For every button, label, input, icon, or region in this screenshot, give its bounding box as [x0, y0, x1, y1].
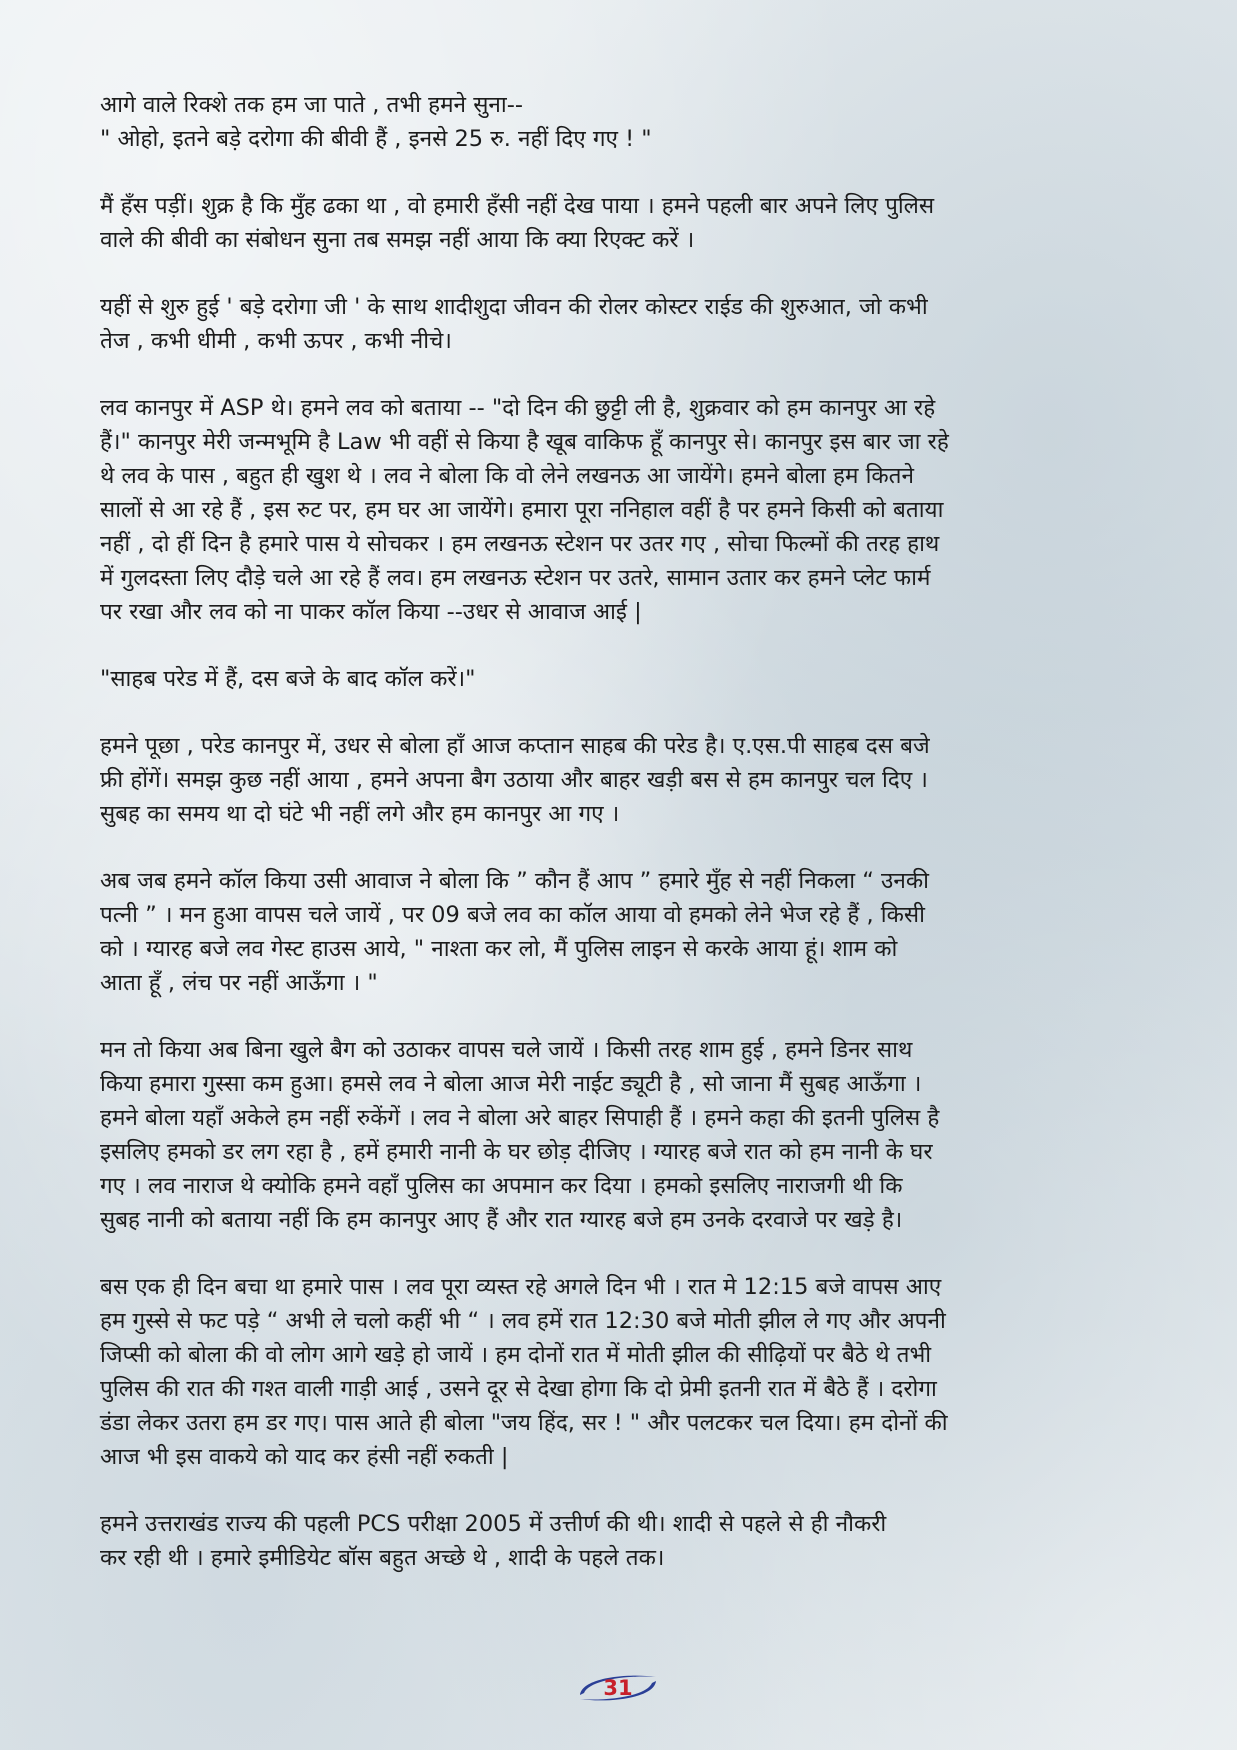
- text-line: मैं हँस पड़ीं। शुक्र है कि मुँह ढका था , वो हमारी हँसी नहीं देख पाया । हमने पहली बार अपने लिए पुलिस: [100, 193, 935, 219]
- text-line: हमने बोला यहाँ अकेले हम नहीं रुकेंगें । लव ने बोला अरे बाहर सिपाही हैं । हमने कहा की इतनी पुलिस है: [100, 1105, 940, 1131]
- article-body: [100, 88, 1147, 1608]
- text-line: में गुलदस्ता लिए दौड़े चले आ रहे हैं लव। हम लखनऊ स्टेशन पर उतरे, सामान उतार कर हमने प्लेट फार्म: [100, 565, 931, 591]
- text-line: किया हमारा गुस्सा कम हुआ। हमसे लव ने बोला आज मेरी नाईट ड्यूटी है , सो जाना मैं सुबह आऊँगा ।: [100, 1071, 922, 1097]
- text-line: को । ग्यारह बजे लव गेस्ट हाउस आये, " नाश्ता कर लो, मैं पुलिस लाइन से करके आया हूं। शाम को: [100, 936, 898, 962]
- text-line: पर रखा और लव को ना पाकर कॉल किया --उधर से आवाज आई |: [100, 599, 642, 625]
- text-line: सालों से आ रहे हैं , इस रुट पर, हम घर आ जायेंगे। हमारा पूरा ननिहाल वहीं है पर हमने किसी को बताया: [100, 497, 944, 523]
- text-line: हम गुस्से से फट पड़े “ अभी ले चलो कहीं भी “ । लव हमें रात 12:30 बजे मोती झील ले गए और अपनी: [100, 1308, 946, 1334]
- text-line: "साहब परेड में हैं, दस बजे के बाद कॉल करें।": [100, 666, 476, 692]
- text-line: तेज , कभी धीमी , कभी ऊपर , कभी नीचे।: [100, 328, 452, 354]
- text-line: फ्री होंगें। समझ कुछ नहीं आया , हमने अपना बैग उठाया और बाहर खड़ी बस से हम कानपुर चल दिए ।: [100, 767, 928, 793]
- text-line: कर रही थी । हमारे इमीडियेट बॉस बहुत अच्छे थे , शादी के पहले तक।: [100, 1545, 665, 1571]
- page-number: 31: [603, 1676, 633, 1700]
- text-line: आगे वाले रिक्शे तक हम जा पाते , तभी हमने सुना--: [100, 92, 523, 118]
- text-line: सुबह नानी को बताया नहीं कि हम कानपुर आए हैं और रात ग्यारह बजे हम उनके दरवाजे पर खड़े है।: [100, 1207, 903, 1233]
- text-line: नहीं , दो हीं दिन है हमारे पास ये सोचकर । हम लखनऊ स्टेशन पर उतर गए , सोचा फिल्मों की तरह हाथ: [100, 531, 940, 557]
- paragraph-5: [100, 662, 1147, 696]
- paragraph-6: [100, 729, 1147, 831]
- text-line: थे लव के पास , बहुत ही खुश थे । लव ने बोला कि वो लेने लखनऊ आ जायेंगे। हमने बोला हम कितने: [100, 463, 914, 489]
- text-line: अब जब हमने कॉल किया उसी आवाज ने बोला कि ” कौन हैं आप ” हमारे मुँह से नहीं निकला “ उनकी: [100, 868, 929, 894]
- paragraph-10: [100, 1507, 1147, 1575]
- text-line: " ओहो, इतने बड़े दरोगा की बीवी हैं , इनसे 25 रु. नहीं दिए गए ! ": [100, 126, 652, 152]
- text-line: हैं।" कानपुर मेरी जन्मभूमि है Law भी वहीं से किया है खूब वाकिफ हूँ कानपुर से। कानपुर इस बार जा रहे: [100, 429, 949, 455]
- paragraph-4: [100, 391, 1147, 629]
- text-line: सुबह का समय था दो घंटे भी नहीं लगे और हम कानपुर आ गए ।: [100, 801, 620, 827]
- paragraph-8: [100, 1033, 1147, 1237]
- text-line: गए । लव नाराज थे क्योकि हमने वहाँ पुलिस का अपमान कर दिया । हमको इसलिए नाराजगी थी कि: [100, 1173, 903, 1199]
- text-line: डंडा लेकर उतरा हम डर गए। पास आते ही बोला "जय हिंद, सर ! " और पलटकर चल दिया। हम दोनों की: [100, 1410, 948, 1436]
- page-number-badge: [570, 1671, 666, 1705]
- text-line: इसलिए हमको डर लग रहा है , हमें हमारी नानी के घर छोड़ दीजिए । ग्यारह बजे रात को हम नानी के घर: [100, 1139, 933, 1165]
- text-line: जिप्सी को बोला की वो लोग आगे खड़े हो जायें । हम दोनों रात में मोती झील की सीढ़ियों पर बैठे थे तभी: [100, 1342, 932, 1368]
- text-line: पत्नी ” । मन हुआ वापस चले जायें , पर 09 बजे लव का कॉल आया वो हमको लेने भेज रहे हैं , किसी: [100, 902, 925, 928]
- text-line: पुलिस की रात की गश्त वाली गाड़ी आई , उसने दूर से देखा होगा कि दो प्रेमी इतनी रात में बैठे हैं । दरोगा: [100, 1376, 937, 1402]
- paragraph-7: [100, 864, 1147, 1000]
- text-line: लव कानपुर में ASP थे। हमने लव को बताया -- "दो दिन की छुट्टी ली है, शुक्रवार को हम कानपुर आ रहे: [100, 395, 936, 421]
- text-line: यहीं से शुरु हुई ' बड़े दरोगा जी ' के साथ शादीशुदा जीवन की रोलर कोस्टर राईड की शुरुआत, जो कभी: [100, 294, 928, 320]
- paragraph-2: [100, 189, 1147, 257]
- text-line: आता हूँ , लंच पर नहीं आऊँगा । ": [100, 970, 378, 996]
- paragraph-9: [100, 1270, 1147, 1474]
- text-line: हमने उत्तराखंड राज्य की पहली PCS परीक्षा 2005 में उत्तीर्ण की थी। शादी से पहले से ही नौकरी: [100, 1511, 887, 1537]
- text-line: मन तो किया अब बिना खुले बैग को उठाकर वापस चले जायें । किसी तरह शाम हुई , हमने डिनर साथ: [100, 1037, 913, 1063]
- text-line: वाले की बीवी का संबोधन सुना तब समझ नहीं आया कि क्या रिएक्ट करें ।: [100, 227, 695, 253]
- text-line: आज भी इस वाकये को याद कर हंसी नहीं रुकती |: [100, 1444, 509, 1470]
- text-line: हमने पूछा , परेड कानपुर में, उधर से बोला हाँ आज कप्तान साहब की परेड है। ए.एस.पी साहब दस बजे: [100, 733, 930, 759]
- paragraph-1: [100, 88, 1147, 156]
- paragraph-3: [100, 290, 1147, 358]
- text-line: बस एक ही दिन बचा था हमारे पास । लव पूरा व्यस्त रहे अगले दिन भी । रात मे 12:15 बजे वापस आए: [100, 1274, 942, 1300]
